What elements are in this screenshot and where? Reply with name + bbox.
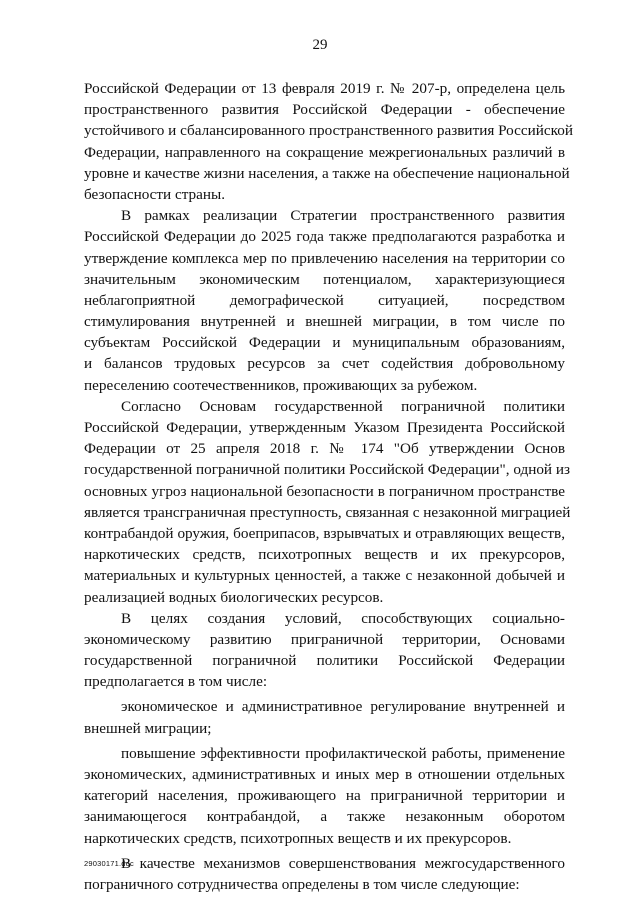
- text-line: уровне и качестве жизни населения, а также на обеспечение национальной: [84, 164, 570, 182]
- text-line: занимающегося контрабандой, а также незаконным оборотом: [84, 808, 565, 826]
- text-line: экономических, административных и иных мер в отношении отдельных: [84, 766, 565, 783]
- text-line: является трансграничная преступность, связанная с незаконной миграцией: [84, 503, 571, 521]
- paragraph: [84, 396, 571, 608]
- text-line: государственной пограничной политики Российской Федерации", одной из: [84, 461, 570, 479]
- text-line: Согласно Основам государственной пограничной политики: [121, 397, 565, 415]
- text-line: безопасности страны.: [84, 185, 225, 203]
- text-line: утверждение комплекса мер по привлечению населения на территории со: [84, 249, 565, 267]
- text-line: наркотических средств, психотропных веществ и их прекурсоров,: [84, 546, 565, 564]
- paragraph: [84, 78, 573, 205]
- text-line: предполагается в том числе:: [84, 673, 268, 691]
- text-line: В рамках реализации Стратегии пространственного развития: [121, 207, 565, 225]
- text-line: В качестве механизмов совершенствования межгосударственного: [121, 854, 565, 872]
- text-line: стимулирования внутренней и внешней миграции, в том числе по: [84, 313, 565, 331]
- text-line: основных угроз национальной безопасности в пограничном пространстве: [84, 482, 565, 500]
- text-line: устойчивого и сбалансированного пространственного развития Российской: [84, 122, 573, 140]
- text-line: пространственного развития Российской Федерации - обеспечение: [84, 101, 565, 119]
- paragraph: [84, 696, 565, 738]
- text-line: В целях создания условий, способствующих социально-: [121, 609, 565, 627]
- document-body: [84, 78, 573, 895]
- paragraph: [84, 743, 565, 849]
- footer-filename: 29030171.doc: [84, 859, 134, 868]
- page-number: 29: [312, 37, 328, 53]
- text-line: экономическому развитию приграничной территории, Основами: [84, 630, 565, 648]
- text-line: Федерации от 25 апреля 2018 г. № 174 "Об утверждении Основ: [84, 440, 565, 458]
- text-line: и балансов трудовых ресурсов за счет содействия добровольному: [84, 355, 565, 373]
- text-line: внешней миграции;: [84, 719, 212, 737]
- text-line: экономическое и административное регулирование внутренней и: [121, 698, 565, 716]
- text-line: категорий населения, проживающего на приграничной территории и: [84, 787, 565, 805]
- text-line: пограничного сотрудничества определены в том числе следующие:: [84, 875, 520, 893]
- text-line: неблагоприятной демографической ситуацией, посредством: [84, 291, 565, 309]
- text-line: Российской Федерации от 13 февраля 2019 г. № 207-р, определена цель: [84, 80, 565, 97]
- paragraph: [84, 853, 565, 895]
- text-line: материальных и культурных ценностей, а также с незаконной добычей и: [84, 567, 565, 585]
- text-line: Российской Федерации до 2025 года также предполагаются разработка и: [84, 228, 565, 246]
- text-line: субъектам Российской Федерации и муниципальным образованиям,: [84, 334, 565, 352]
- text-line: Федерации, направленного на сокращение межрегиональных различий в: [84, 143, 565, 161]
- text-line: контрабандой оружия, боеприпасов, взрывчатых и отравляющих веществ,: [84, 524, 565, 542]
- text-line: наркотических средств, психотропных веществ и их прекурсоров.: [84, 829, 512, 847]
- text-line: переселению соотечественников, проживающих за рубежом.: [84, 376, 478, 394]
- paragraph: [84, 205, 565, 396]
- text-line: значительным экономическим потенциалом, характеризующиеся: [84, 270, 565, 288]
- text-line: реализацией водных биологических ресурсов.: [84, 588, 384, 606]
- text-line: государственной пограничной политики Российской Федерации: [84, 652, 565, 670]
- paragraph: [84, 608, 565, 693]
- text-line: Российской Федерации, утвержденным Указом Президента Российской: [84, 419, 565, 436]
- text-line: повышение эффективности профилактической работы, применение: [121, 744, 565, 762]
